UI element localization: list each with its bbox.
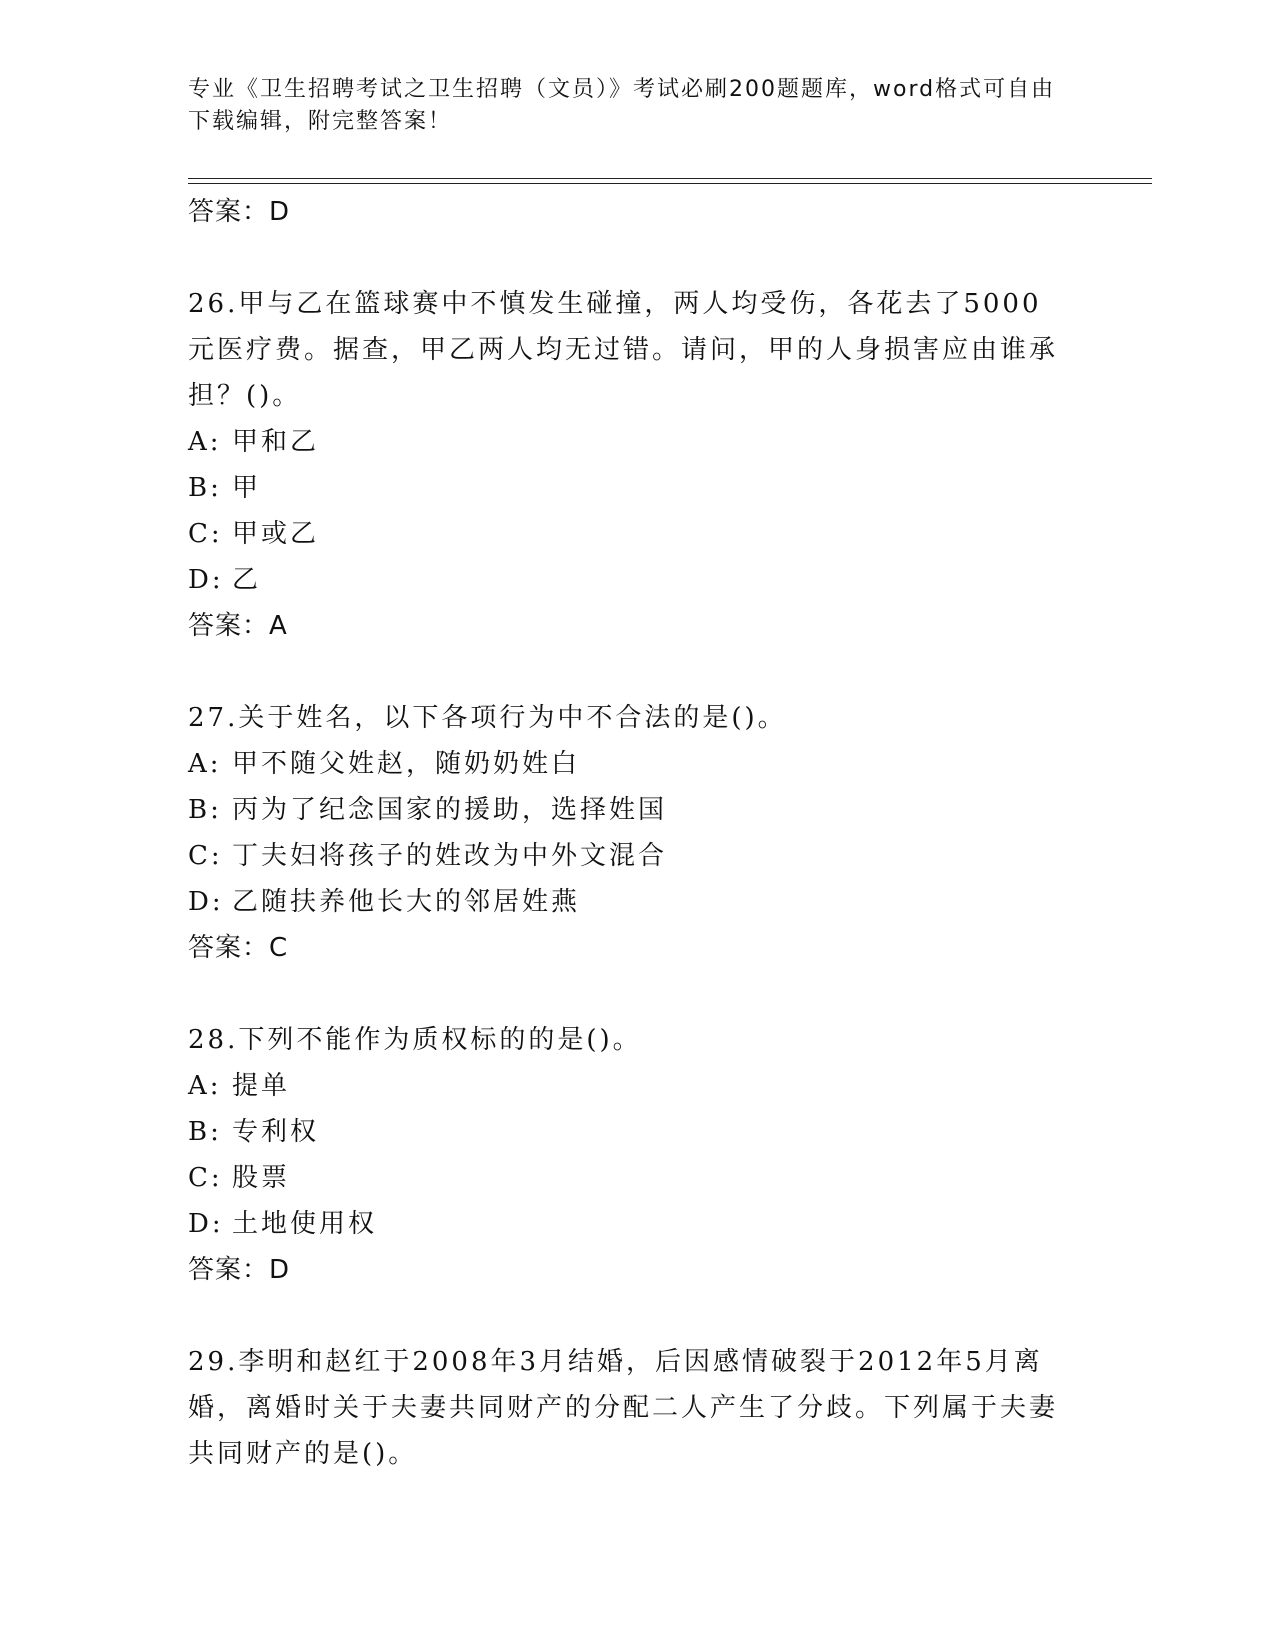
answer-line: 答案：D [188,197,291,227]
option-c [188,833,1088,879]
option-letter: D: [188,887,224,917]
header-rule-top [188,178,1152,179]
option-d [188,879,1088,925]
option-b [188,1109,1088,1155]
answer-line: 答案：C [188,933,289,963]
option-letter: C: [188,519,223,549]
answer-line: 答案：A [188,611,288,641]
option-text: 甲和乙 [232,427,320,457]
option-text: 甲或乙 [232,519,320,549]
answer-line: 答案：D [188,1255,291,1285]
option-a [188,741,1088,787]
option-text: 甲 [232,473,262,503]
question-text: 29.李明和赵红于2008年3月结婚，后因感情破裂于2012年5月离婚，离婚时关于夫妻共同财产的分配二人产生了分歧。下列属于夫妻共同财产的是()。 [188,1347,1059,1469]
question-text: 28.下列不能作为质权标的的是()。 [188,1025,642,1055]
option-text: 丙为了纪念国家的援助，选择姓国 [232,795,668,825]
option-text: 乙 [232,565,262,595]
header-rule-bottom [188,183,1152,184]
option-letter: D: [188,565,224,595]
option-c [188,511,1088,557]
option-text: 乙随扶养他长大的邻居姓燕 [232,887,581,917]
option-d [188,1201,1088,1247]
option-a [188,1063,1088,1109]
question-27 [188,695,1088,971]
question-text: 26.甲与乙在篮球赛中不慎发生碰撞，两人均受伤，各花去了5000元医疗费。据查，甲乙两人均无过错。请问，甲的人身损害应由谁承担？()。 [188,289,1059,411]
question-26 [188,281,1088,649]
option-letter: C: [188,841,223,871]
document-header: 专业《卫生招聘考试之卫生招聘（文员）》考试必刷200题题库，word格式可自由下载编辑，附完整答案！ [188,77,1056,134]
option-letter: B: [188,473,222,503]
option-text: 甲不随父姓赵，随奶奶姓白 [232,749,581,779]
question-29 [188,1339,1088,1477]
option-text: 土地使用权 [232,1209,378,1239]
option-letter: D: [188,1209,224,1239]
option-letter: A: [188,1071,222,1101]
question-content [188,189,1088,1477]
question-text: 27.关于姓名，以下各项行为中不合法的是()。 [188,703,787,733]
question-28 [188,1017,1088,1293]
option-c [188,1155,1088,1201]
option-letter: C: [188,1163,223,1193]
option-b [188,787,1088,833]
option-text: 丁夫妇将孩子的姓改为中外文混合 [232,841,668,871]
option-d [188,557,1088,603]
option-letter: A: [188,427,222,457]
option-text: 提单 [232,1071,291,1101]
option-letter: B: [188,795,222,825]
option-text: 股票 [232,1163,291,1193]
option-a [188,419,1088,465]
option-b [188,465,1088,511]
option-letter: A: [188,749,222,779]
option-letter: B: [188,1117,222,1147]
option-text: 专利权 [232,1117,320,1147]
